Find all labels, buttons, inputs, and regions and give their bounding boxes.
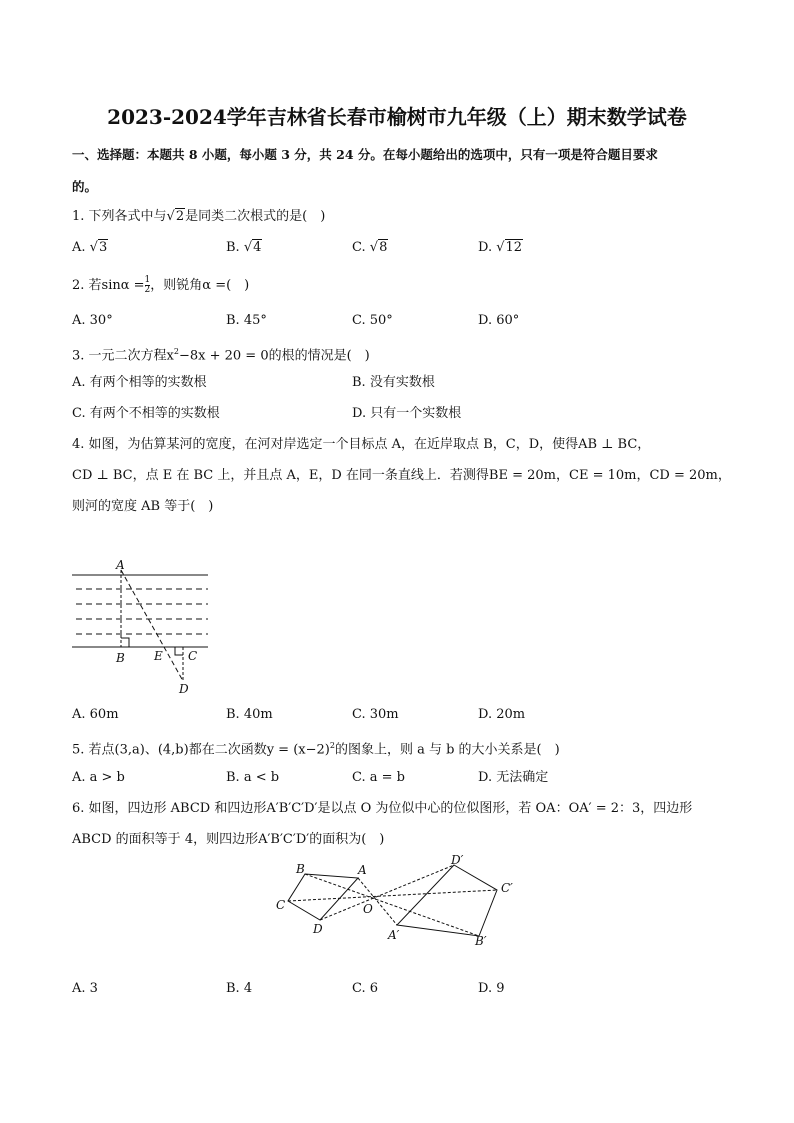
question-6-line2: ABCD 的面积等于 4，则四边形A′B′C′D′的面积为( ) xyxy=(72,832,385,847)
q5-option-a[interactable]: A. a > b xyxy=(72,770,125,785)
q3-option-d[interactable]: D. 只有一个实数根 xyxy=(352,406,462,421)
label-o: O xyxy=(363,902,373,916)
q1-prefix: 1. 下列各式中与 xyxy=(72,209,167,224)
label-b: B xyxy=(296,862,305,876)
question-4-line3: 则河的宽度 AB 等于( ) xyxy=(72,499,214,514)
q1-option-b[interactable]: B. √4 xyxy=(226,240,262,255)
label-d: D xyxy=(313,922,323,936)
q1-option-c[interactable]: C. √8 xyxy=(352,240,388,255)
q2-option-c[interactable]: C. 50° xyxy=(352,313,393,328)
q1-option-a[interactable]: A. √3 xyxy=(72,240,108,255)
section-header-line1: 一、选择题：本题共 8 小题，每小题 3 分，共 24 分。在每小题给出的选项中，只有一项是符合题目要求 xyxy=(72,147,658,162)
q2-fraction: $\frac{1}{2}$ xyxy=(144,275,151,295)
label-d-prime: D′ xyxy=(451,853,464,867)
q6-option-a[interactable]: A. 3 xyxy=(72,981,98,996)
section-header-line2: 的。 xyxy=(72,179,98,194)
label-b: B xyxy=(116,651,125,665)
segment-ad xyxy=(121,570,183,681)
q1-option-d[interactable]: D. √12 xyxy=(478,240,523,255)
q4-option-c[interactable]: C. 30m xyxy=(352,707,399,722)
q6-homothety-figure xyxy=(270,850,520,950)
q2-option-b[interactable]: B. 45° xyxy=(226,313,267,328)
question-4-line2: CD ⊥ BC，点 E 在 BC 上，并且点 A，E，D 在同一条直线上．若测得BE = 20m，CE = 10m，CD = 20m， xyxy=(72,468,731,483)
q6-option-d[interactable]: D. 9 xyxy=(478,981,505,996)
q4-option-a[interactable]: A. 60m xyxy=(72,707,119,722)
q1-radical: √2 xyxy=(166,209,185,224)
question-1-stem xyxy=(72,209,325,225)
label-c: C xyxy=(188,649,198,663)
q6-option-b[interactable]: B. 4 xyxy=(226,981,253,996)
label-b-prime: B′ xyxy=(475,934,487,948)
label-a-prime: A′ xyxy=(388,928,400,942)
question-2-stem: 2. 若sinα = $\frac{1}{2}$ ，则锐角α =( ) xyxy=(72,275,250,295)
quad-a2b2c2d2 xyxy=(397,865,497,936)
q3-option-a[interactable]: A. 有两个相等的实数根 xyxy=(72,375,207,390)
q1-suffix: 是同类二次根式的是( ) xyxy=(185,209,326,224)
page-title: 2023-2024学年吉林省长春市榆树市九年级（上）期末数学试卷 xyxy=(107,105,687,129)
label-d: D xyxy=(179,682,189,696)
label-e: E xyxy=(154,649,163,663)
q4-option-d[interactable]: D. 20m xyxy=(478,707,526,722)
label-c: C xyxy=(276,898,286,912)
label-c-prime: C′ xyxy=(501,881,513,895)
q6-option-c[interactable]: C. 6 xyxy=(352,981,379,996)
question-6-line1: 6. 如图，四边形 ABCD 和四边形A′B′C′D′是以点 O 为位似中心的位似图形，若 OA：OA′ = 2：3，四边形 xyxy=(72,801,693,816)
question-3-stem: 3. 一元二次方程$x^2-8x + 20 = 0$的根的情况是( ) xyxy=(72,347,370,364)
label-a: A xyxy=(116,558,125,572)
right-angle-b xyxy=(121,638,129,647)
q2-option-d[interactable]: D. 60° xyxy=(478,313,520,328)
q2-option-a[interactable]: A. 30° xyxy=(72,313,113,328)
q3-option-b[interactable]: B. 没有实数根 xyxy=(352,375,435,390)
q3-option-c[interactable]: C. 有两个不相等的实数根 xyxy=(72,406,220,421)
question-5-stem: 5. 若点(3,a)、(4,b)都在二次函数$y = (x-2)^2$的图象上，则 a 与 b 的大小关系是( ) xyxy=(72,741,560,758)
q4-river-figure xyxy=(66,554,216,696)
q5-option-b[interactable]: B. a < b xyxy=(226,770,280,785)
q4-option-b[interactable]: B. 40m xyxy=(226,707,273,722)
quad-abcd xyxy=(288,874,358,920)
q5-option-d[interactable]: D. 无法确定 xyxy=(478,770,549,785)
right-angle-c xyxy=(175,647,183,655)
q5-option-c[interactable]: C. a = b xyxy=(352,770,405,785)
question-4-line1: 4. 如图，为估算某河的宽度，在河对岸选定一个目标点 A，在近岸取点 B，C，D，使得AB ⊥ BC， xyxy=(72,437,651,452)
label-a: A xyxy=(358,863,367,877)
river-water-lines xyxy=(76,589,208,634)
